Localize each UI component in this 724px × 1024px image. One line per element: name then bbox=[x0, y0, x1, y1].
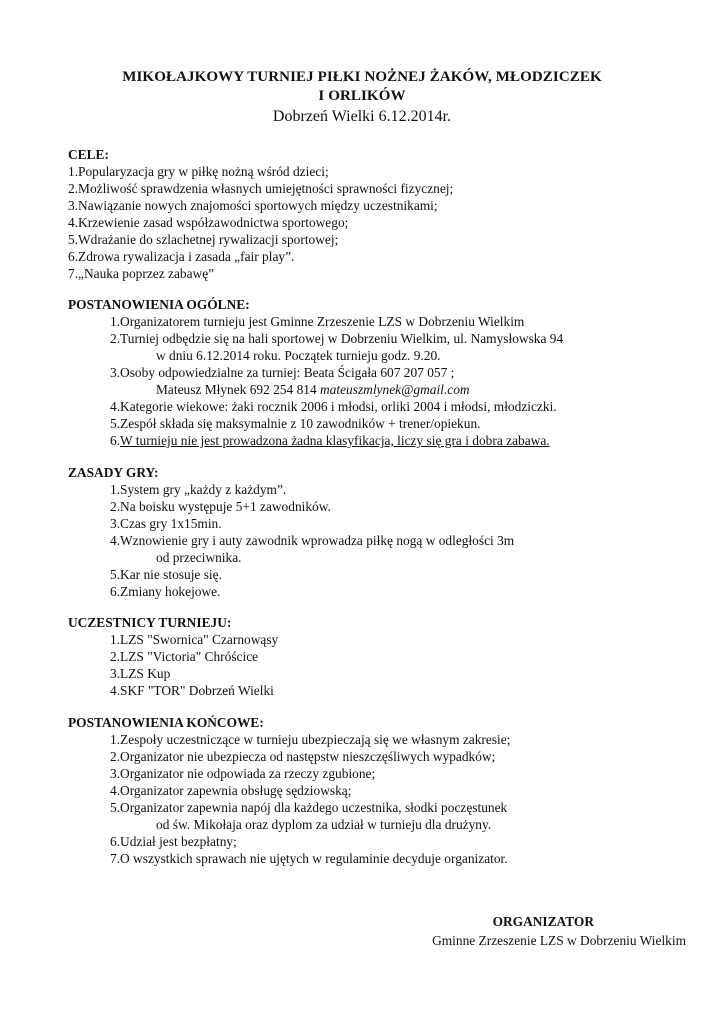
contact-email: mateuszmlynek@gmail.com bbox=[320, 382, 470, 397]
signature-title: ORGANIZATOR bbox=[492, 914, 594, 929]
cele-item: 2.Możliwość sprawdzenia własnych umiejętności sprawności fizycznej; bbox=[68, 181, 454, 196]
koncowe-item: 1.Zespoły uczestniczące w turnieju ubezpieczają się we własnym zakresie; bbox=[110, 732, 511, 747]
uczestnicy-heading: UCZESTNICY TURNIEJU: bbox=[68, 615, 232, 630]
zasady-item: 4.Wznowienie gry i auty zawodnik wprowadza piłkę nogą w odległości 3m bbox=[110, 533, 515, 548]
koncowe-item: 7.O wszystkich sprawach nie ujętych w regulaminie decyduje organizator. bbox=[110, 851, 508, 866]
zasady-item: 6.Zmiany hokejowe. bbox=[110, 584, 221, 599]
cele-item: 1.Popularyzacja gry w piłkę nożną wśród dzieci; bbox=[68, 164, 329, 179]
koncowe-item-continuation: od św. Mikołaja oraz dyplom za udział w turnieju dla drużyny. bbox=[156, 817, 492, 832]
zasady-item: 2.Na boisku występuje 5+1 zawodników. bbox=[110, 499, 331, 514]
cele-item: 7.„Nauka poprzez zabawę” bbox=[68, 266, 215, 281]
ogolne-item-continuation: w dniu 6.12.2014 roku. Początek turnieju godz. 9.20. bbox=[156, 348, 441, 363]
uczestnik-item: 4.SKF "TOR" Dobrzeń Wielki bbox=[110, 683, 274, 698]
cele-item: 6.Zdrowa rywalizacja i zasada „fair play”. bbox=[68, 249, 295, 264]
koncowe-heading: POSTANOWIENIA KOŃCOWE: bbox=[68, 715, 264, 730]
signature-organization: Gminne Zrzeszenie LZS w Dobrzeniu Wielkim bbox=[432, 933, 686, 948]
ogolne-item: 2.Turniej odbędzie się na hali sportowej w Dobrzeniu Wielkim, ul. Namysłowska 94 bbox=[110, 331, 564, 346]
zasady-heading: ZASADY GRY: bbox=[68, 465, 159, 480]
koncowe-item: 4.Organizator zapewnia obsługę sędziowską; bbox=[110, 783, 352, 798]
zasady-item-continuation: od przeciwnika. bbox=[156, 550, 242, 565]
document-subtitle: Dobrzeń Wielki 6.12.2014r. bbox=[272, 108, 452, 125]
koncowe-item: 6.Udział jest bezpłatny; bbox=[110, 834, 237, 849]
zasady-item: 3.Czas gry 1x15min. bbox=[110, 516, 222, 531]
koncowe-item: 2.Organizator nie ubezpiecza od następstw nieszczęśliwych wypadków; bbox=[110, 749, 496, 764]
ogolne-item-continuation bbox=[156, 381, 470, 398]
underlined-text: W turnieju nie jest prowadzona żadna klasyfikacja, liczy się gra i dobra zabawa. bbox=[120, 433, 550, 448]
koncowe-item: 5.Organizator zapewnia napój dla każdego uczestnika, słodki poczęstunek bbox=[110, 800, 508, 815]
zasady-item: 1.System gry „każdy z każdym”. bbox=[110, 482, 287, 497]
cele-item: 4.Krzewienie zasad współzawodnictwa sportowego; bbox=[68, 215, 349, 230]
ogolne-item: 3.Osoby odpowiedzialne za turniej: Beata Ścigała 607 207 057 ; bbox=[110, 365, 455, 380]
ogolne-item: 1.Organizatorem turnieju jest Gminne Zrzeszenie LZS w Dobrzeniu Wielkim bbox=[110, 314, 525, 329]
cele-heading: CELE: bbox=[68, 147, 109, 162]
ogolne-item: 5.Zespół składa się maksymalnie z 10 zawodników + trener/opiekun. bbox=[110, 416, 481, 431]
koncowe-item: 3.Organizator nie odpowiada za rzeczy zgubione; bbox=[110, 766, 376, 781]
ogolne-heading: POSTANOWIENIA OGÓLNE: bbox=[68, 297, 250, 312]
uczestnik-item: 2.LZS "Victoria" Chróścice bbox=[110, 649, 259, 664]
item-number: 6. bbox=[110, 433, 121, 448]
uczestnik-item: 3.LZS Kup bbox=[110, 666, 171, 681]
cele-item: 3.Nawiązanie nowych znajomości sportowych między uczestnikami; bbox=[68, 198, 438, 213]
uczestnik-item: 1.LZS "Swornica" Czarnowąsy bbox=[110, 632, 279, 647]
title-block bbox=[40, 68, 684, 127]
document-title-line-1: MIKOŁAJKOWY TURNIEJ PIŁKI NOŻNEJ ŻAKÓW, MŁODZICZEK bbox=[122, 69, 602, 85]
cele-item: 5.Wdrażanie do szlachetnej rywalizacji sportowej; bbox=[68, 232, 339, 247]
ogolne-item bbox=[110, 432, 550, 449]
zasady-item: 5.Kar nie stosuje się. bbox=[110, 567, 222, 582]
contact-name-phone: Mateusz Młynek 692 254 814 bbox=[156, 382, 321, 397]
document-title-line-2: I ORLIKÓW bbox=[318, 88, 406, 104]
ogolne-item: 4.Kategorie wiekowe: żaki rocznik 2006 i młodsi, orliki 2004 i młodsi, młodziczki. bbox=[110, 399, 557, 414]
